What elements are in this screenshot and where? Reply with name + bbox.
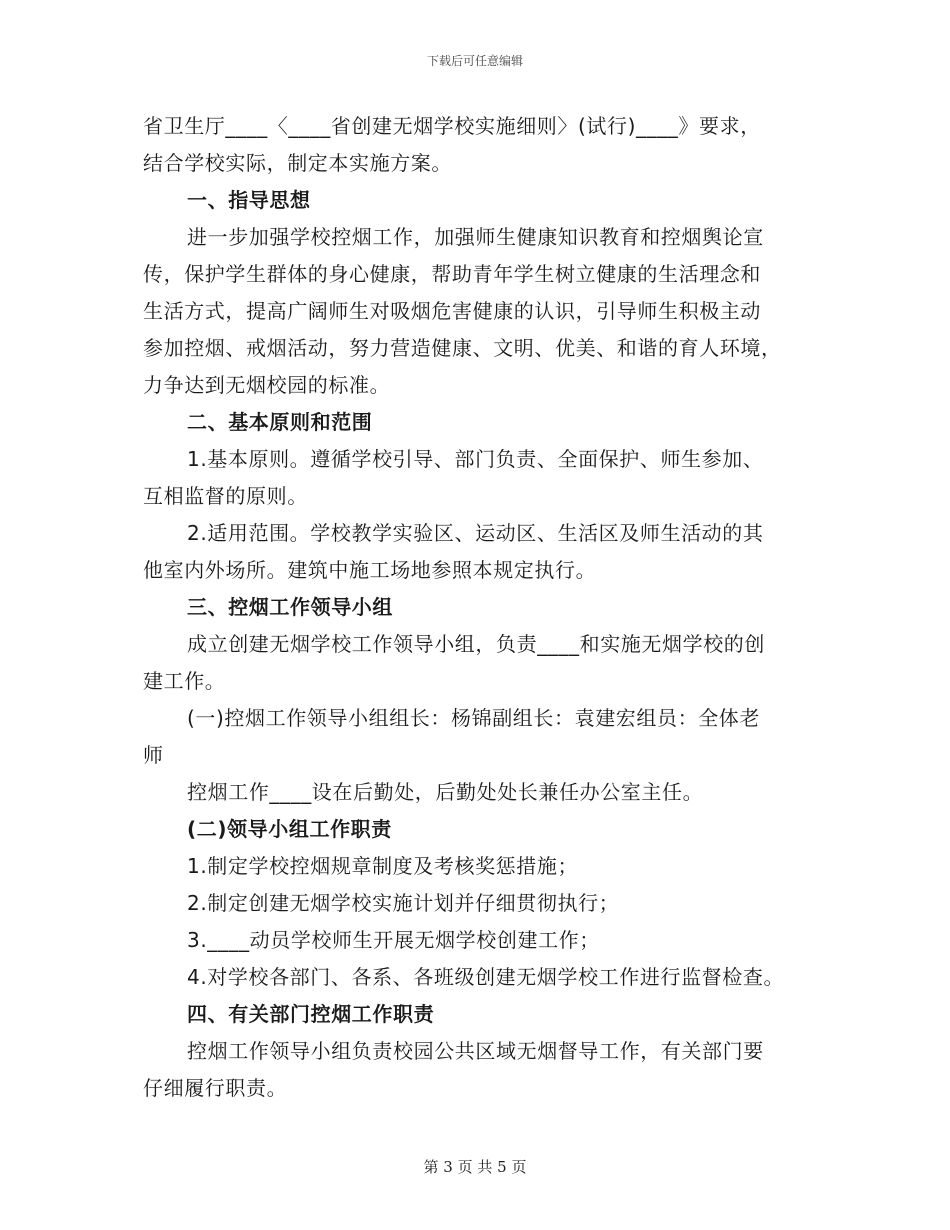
paragraph-line: 建工作。 bbox=[143, 669, 226, 693]
paragraph-line: 2.制定创建无烟学校实施计划并仔细贯彻执行； bbox=[187, 891, 620, 915]
paragraph-line: 4.对学校各部门、各系、各班级创建无烟学校工作进行监督检查。 bbox=[187, 965, 785, 989]
section-heading: 二、基本原则和范围 bbox=[187, 410, 373, 434]
paragraph-line: 2.适用范围。学校教学实验区、运动区、生活区及师生活动的其 bbox=[187, 521, 764, 545]
section-heading: 三、控烟工作领导小组 bbox=[187, 595, 393, 619]
paragraph-line: (一)控烟工作领导小组组长：杨锦副组长：袁建宏组员：全体老 bbox=[187, 706, 761, 730]
paragraph-line: 参加控烟、戒烟活动，努力营造健康、文明、优美、和谐的育人环境， bbox=[143, 336, 782, 360]
paragraph-line: 互相监督的原则。 bbox=[143, 484, 308, 508]
paragraph-line: 成立创建无烟学校工作领导小组，负责____和实施无烟学校的创 bbox=[187, 632, 765, 656]
paragraph-line: 控烟工作____设在后勤处，后勤处处长兼任办公室主任。 bbox=[187, 780, 704, 804]
section-heading: 四、有关部门控烟工作职责 bbox=[187, 1002, 435, 1026]
paragraph-line: 他室内外场所。建筑中施工场地参照本规定执行。 bbox=[143, 558, 597, 582]
paragraph-line: 力争达到无烟校园的标准。 bbox=[143, 373, 391, 397]
section-heading: 一、指导思想 bbox=[187, 188, 311, 212]
document-body bbox=[143, 108, 823, 1107]
paragraph-line: 省卫生厅____〈____省创建无烟学校实施细则〉(试行)____》要求， bbox=[143, 114, 761, 138]
paragraph-line: 3.____动员学校师生开展无烟学校创建工作； bbox=[187, 928, 600, 952]
paragraph-line: 结合学校实际，制定本实施方案。 bbox=[143, 151, 452, 175]
paragraph-line: 师 bbox=[143, 743, 164, 767]
paragraph-line: 控烟工作领导小组负责校园公共区域无烟督导工作，有关部门要 bbox=[187, 1039, 764, 1063]
page-footer: 第 3 页 共 5 页 bbox=[423, 1158, 527, 1176]
section-heading: (二)领导小组工作职责 bbox=[187, 817, 392, 841]
paragraph-line: 1.基本原则。遵循学校引导、部门负责、全面保护、师生参加、 bbox=[187, 447, 764, 471]
paragraph-line: 进一步加强学校控烟工作，加强师生健康知识教育和控烟舆论宣 bbox=[187, 225, 764, 249]
paragraph-line: 传，保护学生群体的身心健康，帮助青年学生树立健康的生活理念和 bbox=[143, 262, 761, 286]
paragraph-line: 1.制定学校控烟规章制度及考核奖惩措施； bbox=[187, 854, 579, 878]
page-header: 下载后可任意编辑 bbox=[426, 54, 523, 68]
paragraph-line: 仔细履行职责。 bbox=[143, 1076, 288, 1100]
paragraph-line: 生活方式，提高广阔师生对吸烟危害健康的认识，引导师生积极主动 bbox=[143, 299, 761, 323]
